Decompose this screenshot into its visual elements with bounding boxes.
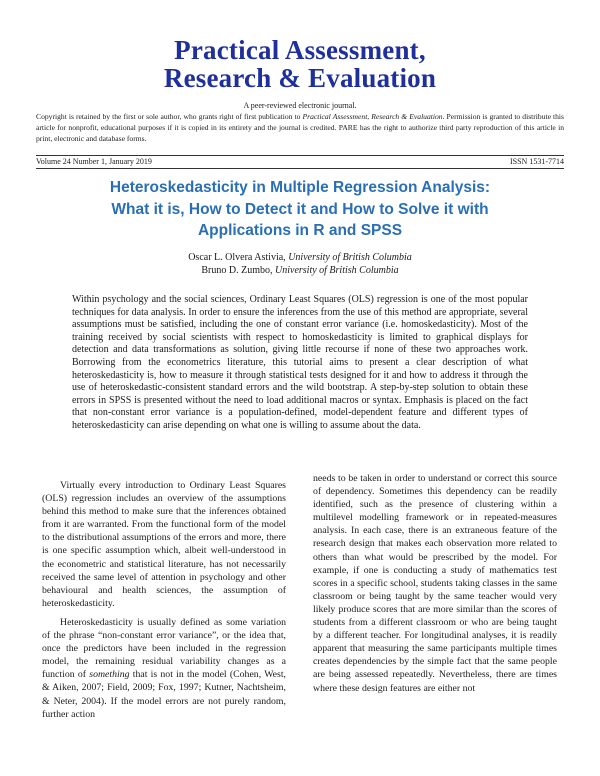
body-column-left <box>42 479 286 721</box>
author-1-name: Oscar L. Olvera Astivia, <box>188 252 289 263</box>
body-paragraph-2-text-b: that is not in the model (Cohen, West, & Aiken, 2007; Field, 2009; Fox, 1997; Kutner, Nachtsheim, & Neter, 2004). If the model errors are not purely random, further action <box>42 669 286 720</box>
body-paragraph-3: needs to be taken in order to understand or correct this source of dependency. Sometimes this dependency can be readily identified, such as the presence of clustering within a multilevel modelling framework or in repeated-measures analysis. In each case, there is an extraneous feature of the research design that makes each observation more related to others than what would be prescribed by the model. For example, if one is conducting a study of mathematics test scores in a specific school, students taking classes in the same classroom or being taught by the same teacher would very likely produce scores that are more similar than the scores of students from a different classroom or who are being taught by a different teacher. For longitudinal analyses, it is readily apparent that measuring the same participants multiple times creates dependencies by the simple fact that the same people are being assessed repeatedly. Nevertheless, there are times where these design features are either not <box>313 473 557 694</box>
copyright-journal-name: Practical Assessment, Research & Evaluation <box>302 112 443 121</box>
issn: ISSN 1531-7714 <box>509 157 564 166</box>
journal-title-line-1: Practical Assessment, <box>174 35 426 65</box>
article-title-line-3: Applications in R and SPSS <box>197 222 403 239</box>
copyright-text-a: Copyright is retained by the first or sole author, who grants right of first publication to <box>36 112 303 121</box>
author-1 <box>0 252 600 265</box>
body-paragraph-1: Virtually every introduction to Ordinary Least Squares (OLS) regression includes an overview of the assumptions behind this method to make sure that the inferences obtained from it are warranted. From the functional form of the model to the distributional assumptions of the errors and more, there is one specific assumption which, albeit well-understood in the econometric and statistical literature, has not necessarily received the same level of attention in psychology and other behavioural and health sciences, the assumption of heteroskedasticity. <box>42 480 286 609</box>
article-title-line-1: Heteroskedasticity in Multiple Regression Analysis: <box>109 179 491 196</box>
article-title <box>60 177 540 242</box>
abstract: Within psychology and the social sciences, Ordinary Least Squares (OLS) regression is one of the most popular techniques for data analysis. In order to ensure the inferences from the use of this method are appropriate, several assumptions must be satisfied, including the one of constant error variance (i.e. homoskedasticity). Most of the training received by social scientists with respect to homoskedasticity is limited to graphical displays for detection and data transformations as solution, giving little recourse if none of these two approaches work. Borrowing from the econometrics literature, this tutorial aims to present a clear description of what heteroskedasticity is, how to measure it through statistical tests designed for it and how to address it through the use of heteroskedastic-consistent standard errors and the wild bootstrap. A step-by-step solution to obtain these errors in SPSS is presented without the need to load additional macros or syntax. Emphasis is placed on the fact that non-constant error variance is a population-defined, model-dependent feature and different types of heteroskedasticity can arise depending on what one is willing to assume about the data. <box>72 294 528 431</box>
author-2 <box>0 265 600 278</box>
body-paragraph-2 <box>42 616 286 721</box>
copyright-notice <box>36 111 564 144</box>
journal-title-line-2: Research & Evaluation <box>163 63 437 93</box>
journal-tagline: A peer-reviewed electronic journal. <box>243 101 357 110</box>
body-column-right <box>313 472 557 695</box>
author-2-affiliation: University of British Columbia <box>275 264 399 276</box>
author-1-affiliation: University of British Columbia <box>288 252 412 263</box>
volume-info: Volume 24 Number 1, January 2019 <box>36 157 152 166</box>
author-list <box>0 252 600 277</box>
body-paragraph-2-text-a: Heteroskedasticity is usually defined as some variation of the phrase “non-constant error variance”, or the idea that, once the predictors have been included in the regression model, the remaining residual variability changes as a function of <box>42 616 286 681</box>
article-title-line-2: What it is, How to Detect it and How to Solve it with <box>111 200 489 218</box>
body-paragraph-2-emphasis: something <box>89 669 130 681</box>
copyright-text-b: . Permission is granted to distribute this article for nonprofit, educational purposes if it is copied in its entirety and the journal is credited. PARE has the right to authorize third party reproduction of this article in print, electronic and database forms. <box>36 112 564 143</box>
journal-title <box>0 36 600 92</box>
issue-meta-bar <box>36 155 564 169</box>
author-2-name: Bruno D. Zumbo, <box>201 264 275 276</box>
